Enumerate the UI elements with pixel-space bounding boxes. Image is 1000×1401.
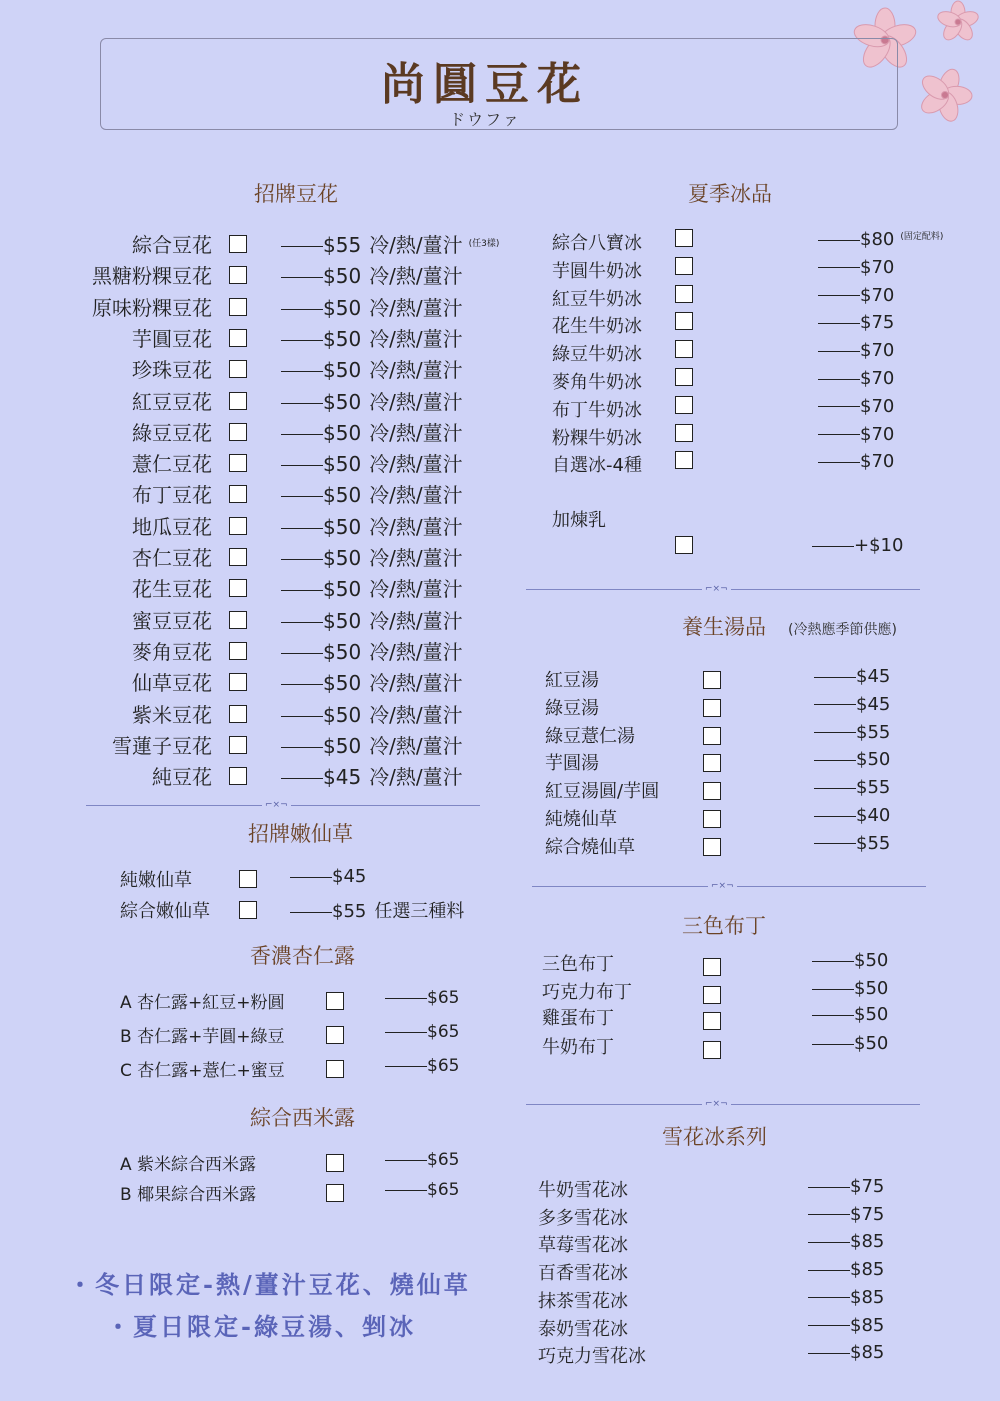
item-checkbox[interactable] [229, 360, 247, 378]
leader-line [281, 246, 323, 247]
leader-line [818, 351, 860, 352]
item-name: 純豆花 [152, 765, 212, 790]
price-value: $50 [323, 389, 362, 414]
serving-option: 冷/熱/薑汁 [369, 233, 463, 257]
price-value: $55 [323, 233, 362, 257]
item-name: 珍珠豆花 [132, 358, 212, 383]
price-value: $50 [323, 295, 362, 320]
item-price [281, 667, 463, 696]
price-value: $70 [860, 284, 895, 306]
item-name: 麥角牛奶冰 [552, 372, 642, 393]
shop-title: 尚圓豆花 [381, 59, 589, 110]
price-value: $65 [427, 1180, 460, 1200]
item-name: 綜合八寶冰 [552, 233, 642, 254]
item-price [281, 699, 463, 728]
item-note: (任3樣) [468, 239, 500, 249]
item-checkbox[interactable] [229, 736, 247, 754]
serving-option: 冷/熱/薑汁 [369, 295, 463, 320]
leader-line [818, 406, 860, 407]
leader-line [818, 240, 860, 241]
item-checkbox[interactable] [675, 368, 693, 386]
leader-line [281, 371, 323, 372]
price-value: $70 [860, 256, 895, 278]
price-value: $65 [427, 988, 460, 1008]
item-name: 布丁豆花 [132, 483, 212, 508]
leader-line [281, 747, 323, 748]
addon-label: 加煉乳 [552, 510, 606, 531]
item-checkbox[interactable] [703, 838, 721, 856]
item-name: 巧克力布丁 [542, 982, 632, 1003]
price-value: $50 [323, 358, 362, 383]
item-checkbox[interactable] [703, 1012, 721, 1030]
item-price [818, 396, 894, 417]
section-title-soup: 養生湯品 (冷熱應季節供應) [682, 615, 897, 639]
price-value: $50 [323, 702, 362, 727]
serving-option: 冷/熱/薑汁 [369, 483, 463, 508]
item-name: 芋圓豆花 [132, 326, 212, 351]
item-checkbox[interactable] [229, 266, 247, 284]
leader-line [290, 912, 332, 913]
price-value: $45 [332, 866, 367, 887]
item-price [808, 1259, 884, 1280]
item-price [281, 542, 463, 571]
item-price [818, 451, 894, 472]
item-checkbox[interactable] [675, 285, 693, 303]
price-value: $50 [856, 749, 891, 771]
addon-price: +$10 [812, 535, 903, 556]
item-name: 黑糖粉粿豆花 [92, 264, 212, 289]
item-name: 杏仁豆花 [132, 546, 212, 570]
leader-line [290, 877, 332, 878]
price-value: $85 [850, 1259, 885, 1281]
item-checkbox[interactable] [675, 257, 693, 275]
leader-line [818, 323, 860, 324]
item-checkbox[interactable] [326, 992, 344, 1010]
item-checkbox[interactable] [703, 1041, 721, 1059]
price-value: $50 [323, 483, 362, 508]
item-price [281, 354, 463, 383]
leader-line [818, 462, 860, 463]
item-name: 草莓雪花冰 [538, 1235, 628, 1257]
item-price [812, 978, 888, 999]
item-price [281, 323, 463, 352]
item-checkbox[interactable] [675, 229, 693, 247]
item-checkbox[interactable] [229, 611, 247, 629]
divider-ornament: ⌐×¬ [702, 1099, 731, 1109]
leader-line [808, 1353, 850, 1354]
item-checkbox[interactable] [703, 699, 721, 717]
item-name: 多多雪花冰 [538, 1207, 628, 1229]
item-price [281, 573, 463, 602]
item-name: 純燒仙草 [545, 809, 617, 830]
item-name: C 杏仁露+薏仁+蜜豆 [120, 1061, 285, 1081]
item-checkbox[interactable] [229, 517, 247, 535]
leader-line [385, 998, 427, 999]
serving-option: 冷/熱/薑汁 [369, 608, 463, 633]
item-name: 百香雪花冰 [538, 1263, 628, 1285]
item-name: 牛奶雪花冰 [538, 1180, 628, 1201]
item-name: 綠豆豆花 [132, 420, 212, 445]
item-checkbox[interactable] [326, 1026, 344, 1044]
price-value: $75 [850, 1176, 885, 1197]
leader-line [281, 309, 323, 310]
serving-option: 冷/熱/薑汁 [369, 358, 463, 383]
leader-line [808, 1325, 850, 1326]
item-name: 蜜豆豆花 [132, 608, 212, 633]
leader-line [281, 653, 323, 654]
leader-line [281, 403, 323, 404]
section-title-summer: 夏季冰品 [688, 182, 772, 206]
item-checkbox[interactable] [229, 705, 247, 723]
item-name: 三色布丁 [542, 954, 614, 975]
item-price [808, 1287, 884, 1308]
price-value: $75 [860, 312, 895, 334]
item-name: 仙草豆花 [132, 671, 212, 696]
leader-line [812, 1044, 854, 1045]
item-price [281, 386, 463, 415]
item-price [812, 1033, 888, 1054]
item-name: 綜合嫩仙草 [120, 901, 210, 922]
leader-line [812, 961, 854, 962]
serving-option: 冷/熱/薑汁 [369, 452, 463, 477]
serving-option: 冷/熱/薑汁 [369, 765, 463, 790]
item-checkbox[interactable] [675, 451, 693, 469]
price-value: $55 [856, 777, 891, 799]
item-price [818, 340, 894, 361]
item-checkbox[interactable] [675, 396, 693, 414]
item-name: 巧克力雪花冰 [538, 1346, 646, 1368]
serving-option: 冷/熱/薑汁 [369, 389, 463, 414]
price-value: $50 [323, 420, 362, 445]
item-price [814, 722, 890, 743]
leader-line [281, 465, 323, 466]
leader-line [808, 1297, 850, 1298]
addon-checkbox[interactable] [675, 536, 693, 554]
leader-line [814, 704, 856, 705]
leader-line [808, 1270, 850, 1271]
price-value: $70 [860, 368, 895, 389]
item-name: 花生豆花 [132, 577, 212, 602]
item-price [281, 511, 463, 540]
item-price [818, 368, 894, 389]
price-value: $40 [856, 805, 891, 826]
item-checkbox[interactable] [703, 727, 721, 745]
price-value: $85 [850, 1231, 885, 1253]
item-name: 紅豆湯 [545, 670, 599, 691]
item-name: A 紫米綜合西米露 [120, 1155, 257, 1175]
item-checkbox[interactable] [229, 329, 247, 347]
item-name: 麥角豆花 [132, 639, 212, 664]
item-checkbox[interactable] [229, 423, 247, 441]
price-value: $45 [856, 666, 891, 687]
leader-line [814, 816, 856, 817]
item-price [814, 749, 890, 770]
price-value: $50 [323, 546, 362, 570]
item-name: 雞蛋布丁 [542, 1008, 614, 1029]
item-price [290, 866, 366, 887]
item-price [814, 777, 890, 798]
price-value: $65 [427, 1150, 460, 1170]
serving-option: 冷/熱/薑汁 [369, 702, 463, 727]
item-price [281, 229, 499, 258]
item-name: 綜合燒仙草 [545, 836, 635, 858]
leader-line [818, 267, 860, 268]
item-name: 地瓜豆花 [132, 514, 212, 539]
price-value: $85 [850, 1342, 885, 1364]
leader-line [385, 1032, 427, 1033]
leader-line [281, 622, 323, 623]
price-value: $50 [323, 452, 362, 477]
item-name: 牛奶布丁 [542, 1037, 614, 1058]
price-value: $50 [854, 950, 889, 971]
price-value: $50 [323, 326, 362, 351]
price-value: $55 [332, 901, 367, 922]
serving-option: 冷/熱/薑汁 [369, 671, 463, 696]
item-price [808, 1342, 884, 1363]
item-checkbox[interactable] [703, 958, 721, 976]
note-winter: ・冬日限定-熱/薑汁豆花、燒仙草 [68, 1270, 471, 1299]
leader-line [385, 1190, 427, 1191]
item-checkbox[interactable] [239, 870, 257, 888]
item-price [290, 897, 464, 923]
item-price [281, 761, 463, 790]
item-name: 綠豆湯 [545, 697, 599, 719]
leader-line [814, 788, 856, 789]
item-name: 紅豆豆花 [132, 389, 212, 414]
item-checkbox[interactable] [229, 548, 247, 566]
item-price [814, 694, 890, 715]
divider-ornament: ⌐×¬ [262, 800, 291, 810]
price-value: $50 [323, 608, 362, 633]
leader-line [808, 1242, 850, 1243]
item-price [281, 292, 463, 321]
serving-option: 冷/熱/薑汁 [369, 639, 463, 664]
price-value: $55 [856, 721, 891, 743]
item-name: A 杏仁露+紅豆+粉圓 [120, 993, 285, 1013]
section-title-grass-jelly: 招牌嫩仙草 [248, 822, 353, 846]
item-price [818, 312, 894, 333]
item-name: 花生牛奶冰 [552, 316, 642, 338]
item-checkbox[interactable] [675, 424, 693, 442]
price-value: $45 [323, 765, 362, 790]
item-price [281, 479, 463, 508]
price-value: $70 [860, 340, 895, 362]
price-value: $50 [323, 671, 362, 696]
item-checkbox[interactable] [675, 312, 693, 330]
item-price [814, 805, 890, 826]
serving-option: 冷/熱/薑汁 [369, 264, 463, 289]
serving-option: 冷/熱/薑汁 [369, 326, 463, 351]
item-checkbox[interactable] [326, 1060, 344, 1078]
serving-option: 冷/熱/薑汁 [369, 733, 463, 758]
note-summer: ・夏日限定-綠豆湯、剉冰 [106, 1312, 416, 1341]
leader-line [281, 496, 323, 497]
price-value: $70 [860, 451, 895, 473]
item-name: 芋圓湯 [545, 753, 599, 775]
item-price [281, 448, 463, 477]
item-name: 泰奶雪花冰 [538, 1318, 628, 1340]
leader-line [812, 1015, 854, 1016]
item-name: 抹茶雪花冰 [538, 1290, 628, 1312]
item-name: B 椰果綜合西米露 [120, 1185, 257, 1205]
section-title-almond: 香濃杏仁露 [250, 944, 355, 968]
item-checkbox[interactable] [229, 673, 247, 691]
item-price [818, 229, 943, 250]
item-price [808, 1204, 884, 1225]
leader-line [281, 340, 323, 341]
leader-line [814, 760, 856, 761]
item-checkbox[interactable] [326, 1184, 344, 1202]
item-price [385, 1022, 459, 1042]
leader-line [808, 1214, 850, 1215]
item-name: 原味粉粿豆花 [92, 295, 212, 320]
divider-ornament: ⌐×¬ [702, 584, 731, 594]
item-checkbox[interactable] [703, 754, 721, 772]
price-value: $50 [323, 514, 362, 539]
serving-option: 冷/熱/薑汁 [369, 514, 463, 539]
divider-ornament: ⌐×¬ [708, 881, 737, 891]
item-name: 雪蓮子豆花 [112, 733, 212, 758]
item-checkbox[interactable] [229, 298, 247, 316]
section-title-snow: 雪花冰系列 [662, 1125, 767, 1149]
leader-line [281, 684, 323, 685]
price-value: $55 [856, 832, 891, 854]
price-value: $50 [323, 639, 362, 664]
item-price [385, 1180, 459, 1200]
leader-line [818, 295, 860, 296]
price-value: $70 [860, 395, 895, 417]
item-name: 紅豆牛奶冰 [552, 288, 642, 310]
item-name: 芋圓牛奶冰 [552, 260, 642, 282]
item-price [385, 1056, 459, 1076]
item-price [281, 605, 463, 634]
leader-line [281, 559, 323, 560]
price-value: $65 [427, 1022, 460, 1042]
leader-line [385, 1066, 427, 1067]
item-price [385, 988, 459, 1008]
item-checkbox[interactable] [229, 579, 247, 597]
item-price [281, 260, 463, 289]
item-price [812, 950, 888, 971]
price-value: $85 [850, 1314, 885, 1336]
section-title-signature: 招牌豆花 [254, 182, 338, 206]
item-price [281, 636, 463, 665]
item-price [808, 1176, 884, 1197]
leader-line [818, 379, 860, 380]
price-value: $50 [854, 1033, 889, 1054]
item-price [814, 666, 890, 687]
item-name: B 杏仁露+芋圓+綠豆 [120, 1027, 285, 1047]
item-checkbox[interactable] [675, 340, 693, 358]
item-checkbox[interactable] [239, 901, 257, 919]
serving-option: 冷/熱/薑汁 [369, 420, 463, 445]
item-price [281, 730, 463, 759]
price-value: $85 [850, 1286, 885, 1308]
leader-line [281, 434, 323, 435]
item-price [818, 424, 894, 445]
leader-line [281, 778, 323, 779]
serving-option: 冷/熱/薑汁 [369, 577, 463, 602]
price-value: $65 [427, 1056, 460, 1076]
item-checkbox[interactable] [229, 485, 247, 503]
item-name: 布丁牛奶冰 [552, 399, 642, 421]
leader-line [281, 590, 323, 591]
shop-subtitle: ドウファ [449, 110, 521, 129]
price-value: $80 [860, 229, 895, 250]
item-name: 純嫩仙草 [120, 870, 192, 891]
item-price [385, 1150, 459, 1170]
item-checkbox[interactable] [703, 810, 721, 828]
leader-line [814, 843, 856, 844]
price-value: $70 [860, 423, 895, 445]
section-title-pudding: 三色布丁 [682, 914, 766, 938]
item-checkbox[interactable] [229, 767, 247, 785]
price-value: $50 [323, 264, 362, 289]
price-value: $50 [854, 1004, 889, 1025]
item-price [818, 285, 894, 306]
leader-line [814, 732, 856, 733]
price-value: $50 [323, 733, 362, 758]
serving-option: 冷/熱/薑汁 [369, 546, 463, 570]
item-price [281, 417, 463, 446]
item-checkbox[interactable] [229, 454, 247, 472]
price-value: $45 [856, 693, 891, 715]
item-name: 綠豆牛奶冰 [552, 344, 642, 366]
leader-line [385, 1160, 427, 1161]
item-name: 粉粿牛奶冰 [552, 427, 642, 449]
price-value: $50 [854, 978, 889, 999]
leader-line [814, 677, 856, 678]
item-note: (固定配料) [900, 232, 944, 242]
item-name: 紅豆湯圓/芋圓 [545, 781, 660, 803]
item-price [818, 257, 894, 278]
item-checkbox[interactable] [229, 392, 247, 410]
item-checkbox[interactable] [703, 782, 721, 800]
leader-line [281, 277, 323, 278]
item-price [808, 1231, 884, 1252]
item-checkbox[interactable] [703, 986, 721, 1004]
item-name: 綜合豆花 [132, 233, 212, 257]
section-title-sago: 綜合西米露 [250, 1106, 355, 1130]
item-price [812, 1004, 888, 1025]
item-name: 薏仁豆花 [132, 452, 212, 477]
leader-line [812, 989, 854, 990]
item-price [814, 833, 890, 854]
item-checkbox[interactable] [229, 642, 247, 660]
item-price [808, 1315, 884, 1336]
price-value: $75 [850, 1203, 885, 1225]
item-name: 自選冰-4種 [552, 455, 642, 477]
item-checkbox[interactable] [703, 671, 721, 689]
item-name: 綠豆薏仁湯 [545, 725, 635, 747]
leader-line [281, 716, 323, 717]
item-checkbox[interactable] [326, 1154, 344, 1172]
serving-option: 任選三種料 [374, 901, 465, 922]
price-value: $50 [323, 577, 362, 602]
leader-line [808, 1187, 850, 1188]
leader-line [281, 528, 323, 529]
leader-line [818, 434, 860, 435]
item-checkbox[interactable] [229, 235, 247, 253]
item-name: 紫米豆花 [132, 702, 212, 727]
